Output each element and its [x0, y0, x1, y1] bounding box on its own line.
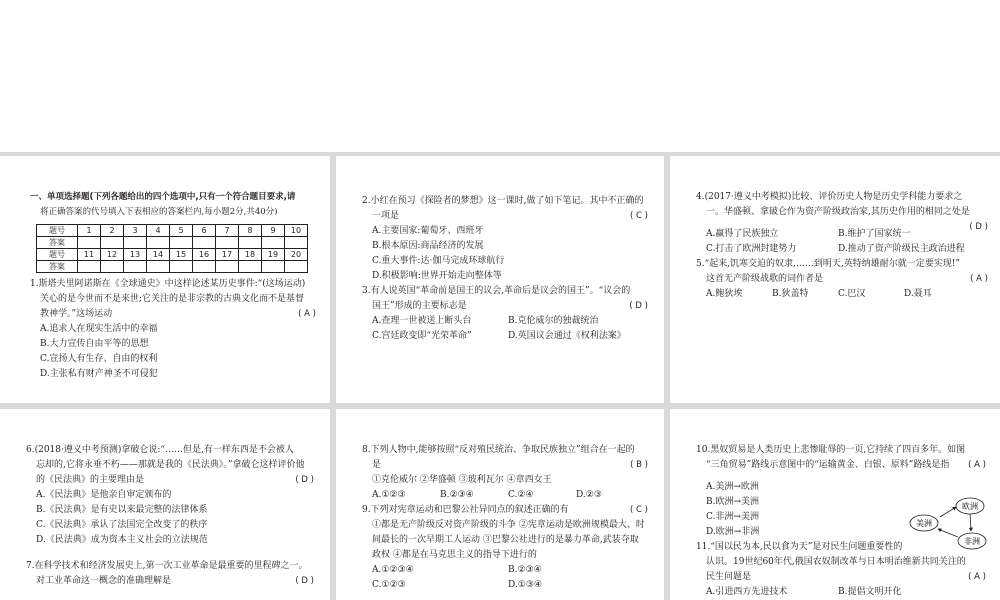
table-cell: 11: [78, 249, 101, 261]
answer-mark: ( D ): [629, 301, 648, 311]
table-cell: 3: [124, 225, 147, 237]
question-text: 6.(2018·遵义中考预测)拿破仑说:“……但是,有一样东西是不会被人: [26, 445, 294, 455]
options-row: [696, 585, 986, 600]
answer-cell[interactable]: [78, 237, 101, 249]
option-a[interactable]: A.美洲→欧洲: [706, 482, 759, 492]
option-d[interactable]: D.欧洲→非洲: [706, 527, 760, 537]
option-a[interactable]: A.①②③: [372, 490, 406, 500]
answer-cell[interactable]: [285, 237, 308, 249]
answer-cell[interactable]: [193, 237, 216, 249]
question-text: ①都是无产阶级反对资产阶级的斗争 ②宪章运动是欧洲规模最大、时: [372, 520, 645, 530]
question-text: 3.有人说英国“革命前是国王的议会,革命后是议会的国王”。“议会的: [362, 286, 631, 296]
table-header-cell: 题号: [37, 249, 78, 261]
answer-mark: ( B ): [630, 460, 648, 470]
answer-cell[interactable]: [170, 237, 193, 249]
table-cell: 7: [216, 225, 239, 237]
africa-label: 非洲: [964, 537, 980, 546]
table-row: [37, 225, 308, 237]
option-d[interactable]: D.主张私有财产神圣不可侵犯: [40, 369, 158, 379]
question-text: 1.斯塔夫里阿诺斯在《全球通史》中这样论述某历史事件:“(这场运动): [30, 279, 306, 289]
table-cell: 13: [124, 249, 147, 261]
top-blank-area: [0, 0, 1000, 152]
option-b[interactable]: B.《民法典》是有史以来最完整的法律体系: [36, 505, 208, 515]
section-title-text: 一、单项选择题(下列各题给出的四个选项中,只有一个符合题目要求,请: [30, 192, 296, 202]
answer-table: [36, 224, 308, 273]
europe-label: 欧洲: [962, 502, 978, 511]
route-africa-america: [938, 529, 958, 537]
panel-questions-3: [670, 156, 1000, 403]
table-header-cell: 答案: [37, 237, 78, 249]
answer-cell[interactable]: [101, 237, 124, 249]
question-text: 10.黑奴贸易是人类历史上悲惨耻辱的一页,它持续了四百多年。如图: [696, 445, 966, 455]
answer-cell[interactable]: [262, 261, 285, 273]
option-b[interactable]: B.狄盖特: [772, 289, 809, 299]
option-a[interactable]: A.①②③④: [372, 565, 414, 575]
option-c[interactable]: C.打击了欧洲封建势力: [706, 244, 797, 254]
panel-questions-5: [336, 409, 664, 600]
answer-cell[interactable]: [124, 261, 147, 273]
item-list: ①克伦威尔 ②华盛顿 ③玻利瓦尔 ④章西女王: [372, 475, 552, 485]
spacer: [696, 473, 986, 480]
options-row: [362, 563, 648, 578]
answer-mark: ( C ): [630, 505, 648, 515]
question-text: 4.(2017·遵义中考模拟)比较、评价历史人物是历史学科能力要求之: [696, 192, 963, 202]
table-cell: 9: [262, 225, 285, 237]
answer-cell[interactable]: [147, 261, 170, 273]
table-cell: 5: [170, 225, 193, 237]
table-cell: 1: [78, 225, 101, 237]
options-row: [362, 329, 648, 344]
triangle-trade-diagram: [908, 491, 988, 553]
option-b[interactable]: B.维护了国家统一: [838, 229, 911, 239]
question-text: 关心的是今世而不是来世;它关注的是非宗教的古典文化而不是基督: [40, 294, 305, 304]
option-d[interactable]: D.聂耳: [904, 289, 932, 299]
question-text: 8.下列人物中,能够按照“反对殖民统治、争取民族独立”组合在一起的: [362, 445, 635, 455]
route-europe-africa: [970, 513, 971, 531]
answer-mark: ( A ): [298, 309, 316, 319]
answer-cell[interactable]: [239, 237, 262, 249]
option-c[interactable]: C.《民法典》承认了法国完全改变了的秩序: [36, 520, 208, 530]
question-text: 国王”形成的主要标志是: [372, 301, 467, 311]
question-text: 这首无产阶级战歌的词作者是: [706, 274, 824, 284]
question-9: [362, 503, 648, 593]
answer-mark: ( A ): [968, 460, 986, 470]
option-d[interactable]: D.②③: [576, 490, 602, 500]
question-text: 一项是: [372, 211, 400, 221]
answer-cell[interactable]: [285, 261, 308, 273]
question-text: 7.在科学技术和经济发展史上,第一次工业革命是最重要的里程碑之一。: [26, 561, 308, 571]
option-c[interactable]: C.宣扬人有生存、自由的权利: [40, 354, 158, 364]
question-5: [696, 257, 988, 302]
option-a[interactable]: A.《民法典》是他亲自审定颁布的: [36, 490, 172, 500]
question-3: [362, 284, 648, 344]
table-cell: 16: [193, 249, 216, 261]
table-cell: 17: [216, 249, 239, 261]
answer-mark: ( D ): [295, 475, 314, 485]
answer-mark: ( D ): [969, 222, 988, 232]
answer-cell[interactable]: [78, 261, 101, 273]
table-cell: 6: [193, 225, 216, 237]
answer-cell[interactable]: [193, 261, 216, 273]
question-6: [26, 443, 314, 548]
options-row: [362, 314, 648, 329]
question-4: [696, 190, 988, 257]
answer-cell[interactable]: [124, 237, 147, 249]
table-cell: 19: [262, 249, 285, 261]
america-label: 美洲: [916, 519, 932, 528]
option-a[interactable]: A.鲍狄埃: [706, 289, 743, 299]
section-title-line-2: 将正确答案的代号填入下表相应的答案栏内,每小题2分,共40分): [40, 207, 278, 217]
option-c[interactable]: C.巴汉: [838, 289, 866, 299]
table-row: [37, 261, 308, 273]
option-c[interactable]: C.宫廷政变即“光荣革命”: [372, 331, 472, 341]
question-text: 是: [372, 460, 382, 470]
table-cell: 14: [147, 249, 170, 261]
question-text: 11.“国以民为本,民以食为天”是对民生问题重要性的: [696, 542, 903, 552]
answer-mark: ( A ): [968, 572, 986, 582]
option-a[interactable]: A.主要国家:葡萄牙、西班牙: [372, 226, 484, 236]
option-a[interactable]: A.追求人在现实生活中的幸福: [40, 324, 158, 334]
question-text: 忘却的,它将永垂不朽——那就是我的《民法典》。”拿破仑这样评价他: [36, 460, 305, 470]
option-d[interactable]: D.《民法典》成为资本主义社会的立法规范: [36, 535, 208, 545]
option-b[interactable]: B.克伦威尔的独裁统治: [508, 316, 599, 326]
question-text: 9.下列对宪章运动和巴黎公社异同点的叙述正确的有: [362, 505, 569, 515]
answer-cell[interactable]: [101, 261, 124, 273]
question-text: 民生问题是: [706, 572, 752, 582]
option-d[interactable]: D.英国议会通过《权利法案》: [508, 331, 626, 341]
answer-mark: ( D ): [295, 576, 314, 586]
question-text: 间最长的一次早期工人运动 ③巴黎公社进行的是暴力革命,武装夺取: [372, 535, 639, 545]
table-cell: 20: [285, 249, 308, 261]
answer-cell[interactable]: [170, 261, 193, 273]
table-cell: 2: [101, 225, 124, 237]
option-d[interactable]: D.积极影响:世界开始走向整体等: [372, 271, 502, 281]
answer-mark: ( C ): [630, 211, 648, 221]
answer-cell[interactable]: [216, 237, 239, 249]
question-text: 的《民法典》的主要理由是: [36, 475, 145, 485]
panel-questions-4: [0, 409, 330, 600]
option-b[interactable]: B.根本原因:商品经济的发展: [372, 241, 484, 251]
answer-cell[interactable]: [147, 237, 170, 249]
question-8: [362, 443, 648, 503]
question-text: 一。华盛顿、拿破仑作为资产阶级政治家,其历史作用的相同之处是: [706, 207, 970, 217]
table-row: [37, 249, 308, 261]
table-cell: 10: [285, 225, 308, 237]
options-row: [362, 578, 648, 593]
question-text: 2.小红在预习《探险者的梦想》这一课时,做了如下笔记。其中不正确的: [362, 196, 644, 206]
table-cell: 15: [170, 249, 193, 261]
option-b[interactable]: B.②③④: [508, 565, 542, 575]
answer-cell[interactable]: [239, 261, 262, 273]
table-header-cell: 答案: [37, 261, 78, 273]
option-b[interactable]: B.欧洲→美洲: [706, 497, 760, 507]
option-c[interactable]: C.非洲→美洲: [706, 512, 759, 522]
section-title: [30, 190, 316, 205]
question-1: [30, 277, 316, 382]
option-a[interactable]: A.查理一世被送上断头台: [372, 316, 472, 326]
option-c[interactable]: C.②④: [508, 490, 534, 500]
table-cell: 18: [239, 249, 262, 261]
answer-mark: ( A ): [970, 274, 988, 284]
option-b[interactable]: B.大力宣传自由平等的思想: [40, 339, 149, 349]
answer-cell[interactable]: [262, 237, 285, 249]
panel-questions-1: [0, 156, 330, 403]
question-text: “三角贸易”路线示意图中的“运输黄金、白银、原料”路线是指: [706, 460, 950, 470]
option-d[interactable]: D.①③④: [508, 580, 542, 590]
question-text: 认识。19世纪60年代,俄国农奴制改革与日本明治维新共同关注的: [706, 557, 966, 567]
spacer: [696, 220, 988, 227]
option-a[interactable]: A.引进西方先进技术: [706, 587, 788, 597]
option-c[interactable]: C.重大事件:达·伽马完成环球航行: [372, 256, 505, 266]
table-cell: 8: [239, 225, 262, 237]
question-text: 政权 ④都是在马克思主义的指导下进行的: [372, 550, 537, 560]
options-row: [696, 242, 988, 257]
options-row: [696, 227, 988, 242]
question-7: [26, 559, 314, 589]
option-c[interactable]: C.①②③: [372, 580, 406, 590]
table-header-cell: 题号: [37, 225, 78, 237]
option-d[interactable]: D.推动了资产阶级民主政治进程: [838, 244, 965, 254]
question-text: 5.“起来,饥寒交迫的奴隶,……到明天,英特纳雄耐尔就一定要实现!”: [696, 259, 960, 269]
question-text: 教神学。”这场运动: [40, 309, 113, 319]
options-row: [362, 488, 648, 503]
route-america-europe: [940, 507, 956, 517]
panel-questions-6: [670, 409, 1000, 600]
option-b[interactable]: B.提倡文明开化: [838, 587, 902, 597]
question-text: 对工业革命这一概念的准确理解是: [36, 576, 172, 586]
option-a[interactable]: A.赢得了民族独立: [706, 229, 779, 239]
table-row: [37, 237, 308, 249]
table-cell: 12: [101, 249, 124, 261]
question-2: [362, 194, 648, 284]
answer-cell[interactable]: [216, 261, 239, 273]
panel-questions-2: [336, 156, 664, 403]
options-row: [696, 287, 988, 302]
option-b[interactable]: B.②③④: [440, 490, 474, 500]
table-cell: 4: [147, 225, 170, 237]
